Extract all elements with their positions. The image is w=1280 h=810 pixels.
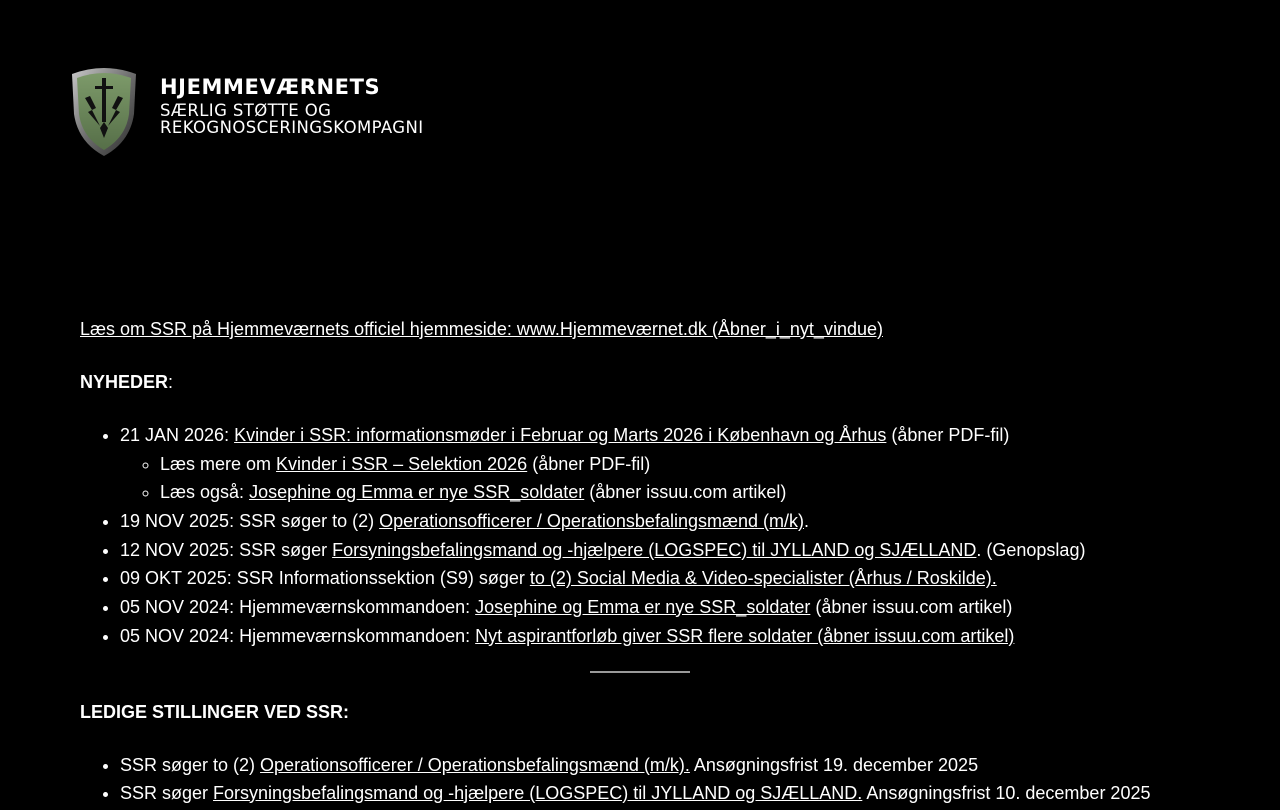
news-item-suffix: (åbner issuu.com artikel) (810, 596, 1013, 617)
news-item-link[interactable]: Nyt aspirantforløb giver SSR flere soldater (åbner issuu.com artikel) (475, 625, 1015, 646)
news-item (120, 625, 1220, 648)
news-item-link[interactable]: Josephine og Emma er nye SSR_soldater (475, 596, 811, 617)
job-item-deadline: Ansøgningsfrist 19. december 2025 (689, 754, 979, 775)
job-item (120, 782, 1220, 805)
news-item-link[interactable]: Operationsofficerer / Operationsbefalingsmænd (m/k) (379, 510, 804, 531)
news-item-date: 12 NOV 2025: SSR søger (120, 539, 333, 560)
news-item-date: 09 OKT 2025: SSR Informationssektion (S9) søger (120, 568, 530, 589)
news-item (120, 424, 1220, 504)
news-subitem-link[interactable]: Josephine og Emma er nye SSR_soldater (249, 482, 585, 503)
news-item-link[interactable]: Forsyningsbefalingsmand og -hjælpere (LOGSPEC) til JYLLAND og SJÆLLAND (332, 539, 977, 560)
news-subitem (160, 453, 1220, 476)
jobs-list (80, 754, 1220, 805)
news-item-date: 19 NOV 2025: SSR søger to (2) (120, 510, 380, 531)
news-heading (80, 371, 1220, 394)
news-subitem (160, 481, 1220, 504)
brand-line-2: SÆRLIG STØTTE OG (160, 100, 332, 120)
brand-line-1: HJEMMEVÆRNETS (160, 74, 381, 99)
shield-logo-icon[interactable] (68, 66, 140, 158)
news-item-suffix: . (803, 510, 809, 531)
news-item (120, 539, 1220, 562)
news-item-suffix: . (Genopslag) (976, 539, 1086, 560)
news-item-date: 05 NOV 2024: Hjemmeværnskommandoen: (120, 596, 476, 617)
news-item-link[interactable]: Kvinder i SSR: informationsmøder i Februar og Marts 2026 i København og Århus (234, 425, 887, 445)
news-item (120, 596, 1220, 619)
news-item (120, 567, 1220, 590)
news-subitem-prefix: Læs mere om (160, 453, 277, 474)
news-item-date: 21 JAN 2026: (120, 425, 235, 445)
news-subitem-link[interactable]: Kvinder i SSR – Selektion 2026 (276, 453, 528, 474)
news-list (80, 424, 1220, 648)
site-header (68, 66, 424, 158)
jobs-heading: LEDIGE STILLINGER VED SSR: (80, 701, 350, 722)
brand-title[interactable] (160, 74, 424, 137)
news-item (120, 510, 1220, 533)
job-item-prefix: SSR søger (120, 782, 214, 803)
news-item-link[interactable]: to (2) Social Media & Video-specialister (Århus / Roskilde). (529, 568, 997, 589)
official-site-paragraph (80, 318, 1220, 341)
news-heading-label: NYHEDER (80, 372, 169, 392)
job-item (120, 754, 1220, 777)
official-site-link[interactable]: Læs om SSR på Hjemmeværnets officiel hjemmeside: www.Hjemmeværnet.dk (Åbner_i_nyt_vindue) (80, 319, 883, 339)
news-subitem-prefix: Læs også: (160, 482, 250, 503)
news-subitem-suffix: (åbner PDF-fil) (527, 453, 651, 474)
job-item-deadline: Ansøgningsfrist 10. december 2025 (862, 782, 1151, 803)
news-sublist (120, 453, 1220, 505)
news-heading-colon: : (168, 372, 174, 392)
job-item-link[interactable]: Forsyningsbefalingsmand og -hjælpere (LOGSPEC) til JYLLAND og SJÆLLAND. (213, 782, 863, 803)
news-item-suffix: (åbner PDF-fil) (886, 425, 1010, 445)
main-content (80, 318, 1220, 810)
section-divider (590, 671, 690, 673)
news-subitem-suffix: (åbner issuu.com artikel) (584, 482, 787, 503)
job-item-prefix: SSR søger to (2) (120, 754, 261, 775)
job-item-link[interactable]: Operationsofficerer / Operationsbefalingsmænd (m/k). (260, 754, 690, 775)
brand-line-3: REKOGNOSCERINGSKOMPAGNI (160, 117, 424, 137)
news-item-date: 05 NOV 2024: Hjemmeværnskommandoen: (120, 625, 476, 646)
